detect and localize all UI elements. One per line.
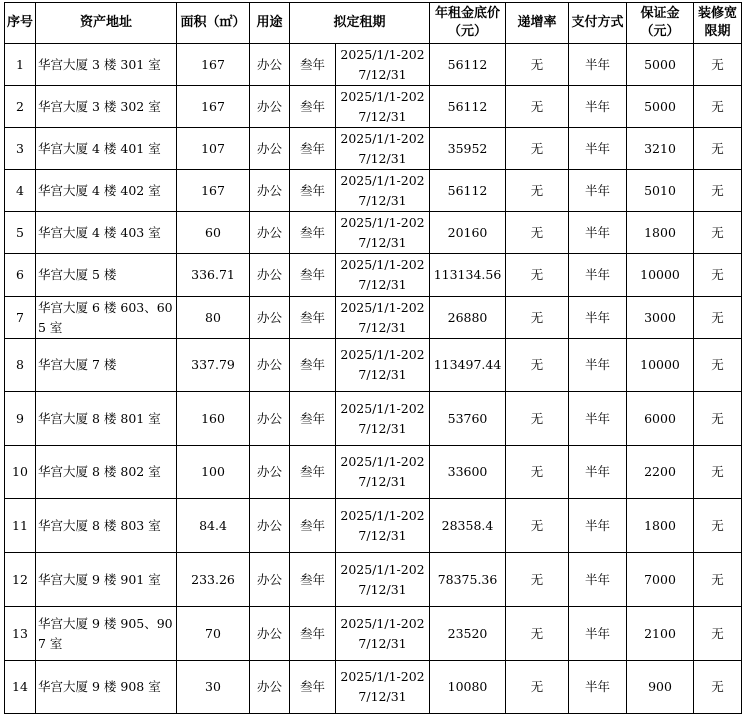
row-rent: 20160 bbox=[430, 212, 506, 254]
table-row bbox=[5, 254, 742, 297]
row-usage: 办公 bbox=[250, 499, 290, 553]
row-usage: 办公 bbox=[250, 339, 290, 392]
row-area: 70 bbox=[177, 607, 250, 661]
row-payment: 半年 bbox=[569, 254, 627, 297]
row-usage: 办公 bbox=[250, 446, 290, 499]
row-term: 叁年 bbox=[290, 553, 336, 607]
row-deposit: 10000 bbox=[627, 339, 694, 392]
row-increase: 无 bbox=[506, 661, 569, 714]
row-area: 167 bbox=[177, 170, 250, 212]
row-seq: 14 bbox=[5, 661, 36, 714]
row-payment: 半年 bbox=[569, 297, 627, 339]
row-seq: 11 bbox=[5, 499, 36, 553]
row-increase: 无 bbox=[506, 212, 569, 254]
row-area: 336.71 bbox=[177, 254, 250, 297]
row-deposit: 3000 bbox=[627, 297, 694, 339]
row-rent: 56112 bbox=[430, 170, 506, 212]
row-term: 叁年 bbox=[290, 661, 336, 714]
row-deposit: 2100 bbox=[627, 607, 694, 661]
row-increase: 无 bbox=[506, 170, 569, 212]
row-period: 2025/1/1-2027/12/31 bbox=[336, 254, 430, 297]
table-row bbox=[5, 86, 742, 128]
row-area: 60 bbox=[177, 212, 250, 254]
row-deposit: 5000 bbox=[627, 44, 694, 86]
row-seq: 9 bbox=[5, 392, 36, 446]
row-address: 华宫大厦 3 楼 301 室 bbox=[36, 44, 177, 86]
row-increase: 无 bbox=[506, 254, 569, 297]
table-row bbox=[5, 170, 742, 212]
row-usage: 办公 bbox=[250, 170, 290, 212]
row-decor: 无 bbox=[694, 392, 742, 446]
row-period: 2025/1/1-2027/12/31 bbox=[336, 446, 430, 499]
row-term: 叁年 bbox=[290, 44, 336, 86]
row-increase: 无 bbox=[506, 446, 569, 499]
table-row bbox=[5, 607, 742, 661]
row-increase: 无 bbox=[506, 499, 569, 553]
row-address: 华宫大厦 9 楼 908 室 bbox=[36, 661, 177, 714]
row-rent: 26880 bbox=[430, 297, 506, 339]
row-usage: 办公 bbox=[250, 128, 290, 170]
row-payment: 半年 bbox=[569, 553, 627, 607]
row-address: 华宫大厦 8 楼 801 室 bbox=[36, 392, 177, 446]
row-increase: 无 bbox=[506, 607, 569, 661]
row-increase: 无 bbox=[506, 553, 569, 607]
header-decor: 装修宽限期 bbox=[694, 3, 742, 44]
row-deposit: 6000 bbox=[627, 392, 694, 446]
row-usage: 办公 bbox=[250, 607, 290, 661]
row-usage: 办公 bbox=[250, 297, 290, 339]
row-decor: 无 bbox=[694, 254, 742, 297]
row-address: 华宫大厦 4 楼 401 室 bbox=[36, 128, 177, 170]
row-increase: 无 bbox=[506, 44, 569, 86]
row-decor: 无 bbox=[694, 607, 742, 661]
row-decor: 无 bbox=[694, 499, 742, 553]
row-rent: 53760 bbox=[430, 392, 506, 446]
row-decor: 无 bbox=[694, 86, 742, 128]
row-seq: 1 bbox=[5, 44, 36, 86]
row-deposit: 1800 bbox=[627, 212, 694, 254]
row-term: 叁年 bbox=[290, 446, 336, 499]
row-address: 华宫大厦 4 楼 402 室 bbox=[36, 170, 177, 212]
row-term: 叁年 bbox=[290, 392, 336, 446]
row-period: 2025/1/1-2027/12/31 bbox=[336, 392, 430, 446]
row-payment: 半年 bbox=[569, 86, 627, 128]
row-period: 2025/1/1-2027/12/31 bbox=[336, 553, 430, 607]
row-address: 华宫大厦 8 楼 803 室 bbox=[36, 499, 177, 553]
row-rent: 56112 bbox=[430, 86, 506, 128]
row-period: 2025/1/1-2027/12/31 bbox=[336, 661, 430, 714]
row-decor: 无 bbox=[694, 339, 742, 392]
row-address: 华宫大厦 8 楼 802 室 bbox=[36, 446, 177, 499]
header-increase: 递增率 bbox=[506, 3, 569, 44]
row-decor: 无 bbox=[694, 553, 742, 607]
row-deposit: 3210 bbox=[627, 128, 694, 170]
table-row bbox=[5, 392, 742, 446]
row-rent: 113497.44 bbox=[430, 339, 506, 392]
row-period: 2025/1/1-2027/12/31 bbox=[336, 170, 430, 212]
row-deposit: 10000 bbox=[627, 254, 694, 297]
row-area: 84.4 bbox=[177, 499, 250, 553]
row-term: 叁年 bbox=[290, 128, 336, 170]
row-decor: 无 bbox=[694, 297, 742, 339]
row-payment: 半年 bbox=[569, 607, 627, 661]
row-address: 华宫大厦 6 楼 603、605 室 bbox=[36, 297, 177, 339]
header-address: 资产地址 bbox=[36, 3, 177, 44]
row-payment: 半年 bbox=[569, 44, 627, 86]
row-usage: 办公 bbox=[250, 392, 290, 446]
row-usage: 办公 bbox=[250, 553, 290, 607]
row-decor: 无 bbox=[694, 128, 742, 170]
row-term: 叁年 bbox=[290, 86, 336, 128]
header-rent: 年租金底价（元） bbox=[430, 3, 506, 44]
table-row bbox=[5, 44, 742, 86]
header-row bbox=[5, 3, 742, 44]
row-term: 叁年 bbox=[290, 254, 336, 297]
table-row bbox=[5, 128, 742, 170]
row-rent: 56112 bbox=[430, 44, 506, 86]
row-area: 233.26 bbox=[177, 553, 250, 607]
row-increase: 无 bbox=[506, 128, 569, 170]
row-seq: 7 bbox=[5, 297, 36, 339]
row-term: 叁年 bbox=[290, 607, 336, 661]
row-area: 30 bbox=[177, 661, 250, 714]
row-payment: 半年 bbox=[569, 446, 627, 499]
row-seq: 5 bbox=[5, 212, 36, 254]
row-increase: 无 bbox=[506, 392, 569, 446]
row-seq: 12 bbox=[5, 553, 36, 607]
row-usage: 办公 bbox=[250, 212, 290, 254]
row-payment: 半年 bbox=[569, 499, 627, 553]
header-deposit: 保证金（元） bbox=[627, 3, 694, 44]
row-term: 叁年 bbox=[290, 170, 336, 212]
row-deposit: 900 bbox=[627, 661, 694, 714]
row-deposit: 2200 bbox=[627, 446, 694, 499]
row-term: 叁年 bbox=[290, 297, 336, 339]
row-period: 2025/1/1-2027/12/31 bbox=[336, 44, 430, 86]
table-row bbox=[5, 339, 742, 392]
row-address: 华宫大厦 7 楼 bbox=[36, 339, 177, 392]
row-decor: 无 bbox=[694, 661, 742, 714]
row-area: 100 bbox=[177, 446, 250, 499]
row-seq: 10 bbox=[5, 446, 36, 499]
row-area: 160 bbox=[177, 392, 250, 446]
header-seq: 序号 bbox=[5, 3, 36, 44]
row-area: 167 bbox=[177, 44, 250, 86]
row-rent: 113134.56 bbox=[430, 254, 506, 297]
row-usage: 办公 bbox=[250, 86, 290, 128]
row-payment: 半年 bbox=[569, 212, 627, 254]
row-area: 167 bbox=[177, 86, 250, 128]
row-deposit: 5010 bbox=[627, 170, 694, 212]
row-rent: 23520 bbox=[430, 607, 506, 661]
row-payment: 半年 bbox=[569, 170, 627, 212]
row-address: 华宫大厦 4 楼 403 室 bbox=[36, 212, 177, 254]
row-payment: 半年 bbox=[569, 339, 627, 392]
row-decor: 无 bbox=[694, 446, 742, 499]
header-usage: 用途 bbox=[250, 3, 290, 44]
row-rent: 10080 bbox=[430, 661, 506, 714]
row-term: 叁年 bbox=[290, 339, 336, 392]
row-usage: 办公 bbox=[250, 254, 290, 297]
row-seq: 4 bbox=[5, 170, 36, 212]
row-seq: 3 bbox=[5, 128, 36, 170]
row-seq: 8 bbox=[5, 339, 36, 392]
row-term: 叁年 bbox=[290, 499, 336, 553]
row-area: 80 bbox=[177, 297, 250, 339]
row-payment: 半年 bbox=[569, 128, 627, 170]
row-rent: 35952 bbox=[430, 128, 506, 170]
table-row bbox=[5, 446, 742, 499]
row-period: 2025/1/1-2027/12/31 bbox=[336, 607, 430, 661]
table-row bbox=[5, 499, 742, 553]
header-payment: 支付方式 bbox=[569, 3, 627, 44]
row-rent: 28358.4 bbox=[430, 499, 506, 553]
table-row bbox=[5, 661, 742, 714]
row-deposit: 5000 bbox=[627, 86, 694, 128]
row-seq: 6 bbox=[5, 254, 36, 297]
row-decor: 无 bbox=[694, 212, 742, 254]
header-lease-term: 拟定租期 bbox=[290, 3, 430, 44]
row-period: 2025/1/1-2027/12/31 bbox=[336, 297, 430, 339]
row-seq: 13 bbox=[5, 607, 36, 661]
row-payment: 半年 bbox=[569, 392, 627, 446]
row-area: 107 bbox=[177, 128, 250, 170]
lease-table bbox=[4, 2, 742, 714]
row-seq: 2 bbox=[5, 86, 36, 128]
row-term: 叁年 bbox=[290, 212, 336, 254]
row-address: 华宫大厦 5 楼 bbox=[36, 254, 177, 297]
row-rent: 78375.36 bbox=[430, 553, 506, 607]
row-area: 337.79 bbox=[177, 339, 250, 392]
row-deposit: 7000 bbox=[627, 553, 694, 607]
table-row bbox=[5, 553, 742, 607]
row-address: 华宫大厦 9 楼 905、907 室 bbox=[36, 607, 177, 661]
row-increase: 无 bbox=[506, 86, 569, 128]
row-address: 华宫大厦 3 楼 302 室 bbox=[36, 86, 177, 128]
row-increase: 无 bbox=[506, 339, 569, 392]
row-rent: 33600 bbox=[430, 446, 506, 499]
header-area: 面积（㎡） bbox=[177, 3, 250, 44]
row-deposit: 1800 bbox=[627, 499, 694, 553]
row-period: 2025/1/1-2027/12/31 bbox=[336, 86, 430, 128]
row-period: 2025/1/1-2027/12/31 bbox=[336, 128, 430, 170]
table-row bbox=[5, 212, 742, 254]
table-row bbox=[5, 297, 742, 339]
row-decor: 无 bbox=[694, 170, 742, 212]
row-usage: 办公 bbox=[250, 44, 290, 86]
row-period: 2025/1/1-2027/12/31 bbox=[336, 499, 430, 553]
row-payment: 半年 bbox=[569, 661, 627, 714]
row-period: 2025/1/1-2027/12/31 bbox=[336, 212, 430, 254]
row-decor: 无 bbox=[694, 44, 742, 86]
row-usage: 办公 bbox=[250, 661, 290, 714]
row-period: 2025/1/1-2027/12/31 bbox=[336, 339, 430, 392]
row-address: 华宫大厦 9 楼 901 室 bbox=[36, 553, 177, 607]
row-increase: 无 bbox=[506, 297, 569, 339]
